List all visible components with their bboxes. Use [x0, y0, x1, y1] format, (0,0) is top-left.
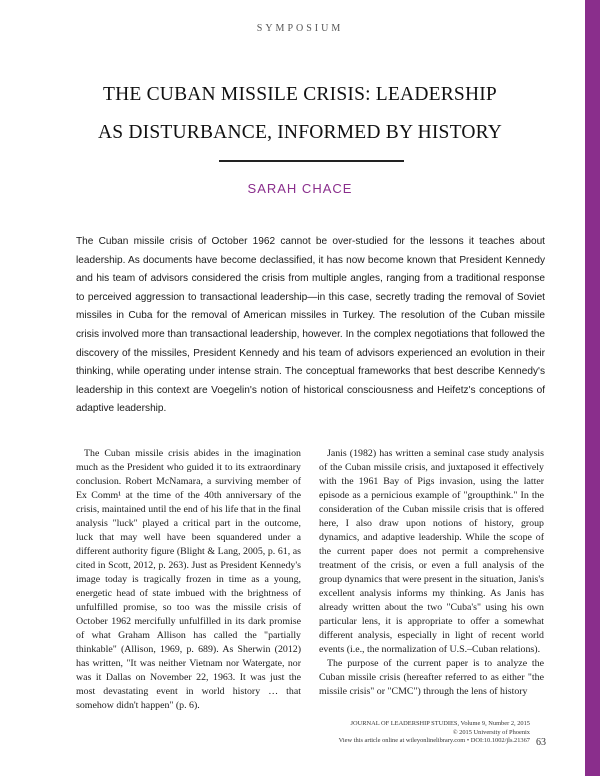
section-label: SYMPOSIUM — [256, 23, 344, 34]
journal-footer — [330, 720, 530, 746]
body-paragraph: The Cuban missile crisis abides in the imagination much as the President who guided it to its extraordinary conclusion. Robert McNamara, a surviving member of Ex Comm¹ at the time of the 40th anniversary of the crisis, maintained until the end of his life that in the final analysis "luck" played a critical part in the outcome, luck that may well have been squandered under a different authority figure (Blight & Lang, 2005, p. 61, as cited in Scott, 2012, p. 263). Just as President Kennedy's image today is tragically frozen in time as a young, energetic head of state imbued with the brightness of unfulfilled promise, so too was the missile crisis of October 1962 mercifully unfulfilled in its dark promise of what Graham Allison has called the "partially thinkable" (Allison, 1969, p. 689). As Sherwin (2012) has written, "It was neither Vietnam nor Watergate, nor was it Dallas on November 22, 1963. It was just the most devastating event in world history … that somehow didn't happen" (p. 6). — [76, 448, 301, 711]
title-line-2: AS DISTURBANCE, INFORMED BY HISTORY — [97, 122, 503, 143]
author-name: SARAH CHACE — [247, 181, 353, 196]
side-accent-bar — [585, 0, 600, 776]
body-paragraph: Janis (1982) has written a seminal case study analysis of the Cuban missile crisis, and juxtaposed it effectively with the 1961 Bay of Pigs invasion, using the latter episode as a pernicious example of "groupthink." In the consideration of the Cuban missile crisis that is offered here, I also draw upon notions of history, group dynamics, and adaptive leadership. While the scope of the current paper does not permit a comprehensive treatment of the crisis, or even a full analysis of the group dynamics that were present in the situation, Janis's excellent analysis informs my thinking. As Janis has already written about the two "Cuba's" using his own particular lens, it is appropriate to offer a somewhat different analysis, especially in light of recent world events (i.e., the normalization of U.S.–Cuban relations). — [319, 448, 544, 655]
title-line-1: THE CUBAN MISSILE CRISIS: LEADERSHIP — [103, 84, 497, 105]
page-number: 63 — [536, 737, 546, 748]
journal-citation: JOURNAL OF LEADERSHIP STUDIES, Volume 9, Number 2, 2015 — [350, 720, 530, 727]
copyright-line: © 2015 University of Phoenix — [452, 728, 530, 736]
body-column-left — [76, 447, 301, 713]
abstract: The Cuban missile crisis of October 1962 cannot be over-studied for the lessons it teaches about leadership. As documents have become declassified, it has now become known that President Kennedy and his team of advisors considered the crisis from multiple angles, ranging from a traditional response to perceived aggression to transactional leadership—in this case, secretly trading the removal of Soviet missiles in Cuba for the removal of American missiles in Turkey. The resolution of the Cuban missile crisis involved more than transactional leadership, however. In the complex negotiations that followed the discovery of the missiles, President Kennedy and his team of advisors experienced an evolution in their thinking, while operating under intense strain. The conceptual frameworks that best describe Kennedy's leadership in this context are Voegelin's notion of historical consciousness and Heifetz's conceptions of adaptive leadership. — [76, 236, 545, 415]
title-divider — [219, 160, 404, 162]
body-column-right — [319, 447, 544, 699]
article-title — [70, 76, 530, 152]
body-paragraph: The purpose of the current paper is to analyze the Cuban missile crisis (hereafter referred to as either "the missile crisis" or "CMC") through the lens of history — [319, 658, 544, 697]
online-doi-line: View this article online at wileyonlinelibrary.com • DOI:10.1002/jls.21367 — [338, 737, 530, 744]
